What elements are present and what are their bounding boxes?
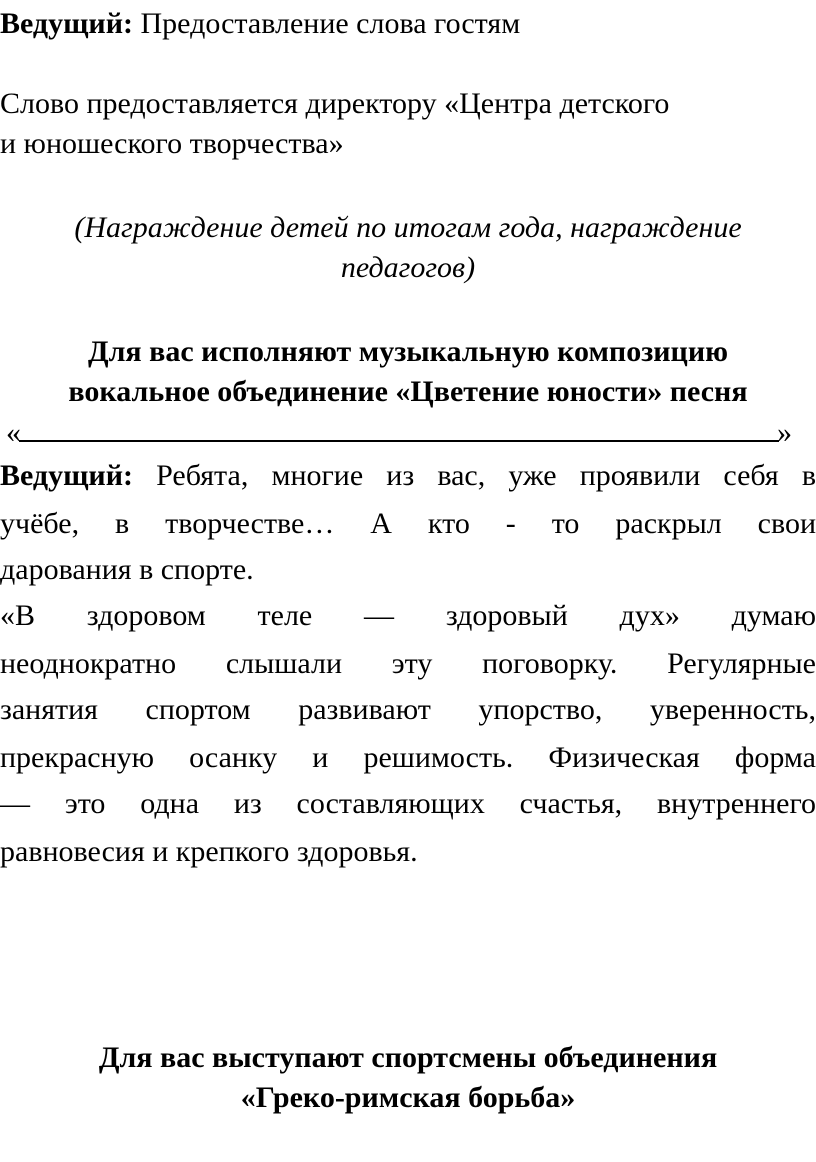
host-speech-line-1-text: Ребята, многие из вас, уже проявили себя в [133, 459, 816, 492]
host-speech-line-1 [0, 458, 816, 494]
song-title-blank-line [0, 414, 816, 451]
host-speech-line-5: неоднократно слышали эту поговорку. Регулярные [0, 647, 816, 680]
host-speech-line-9: равновесия и крепкого здоровья. [0, 835, 418, 868]
close-quote: » [777, 416, 792, 449]
song-title-blank [19, 414, 779, 442]
music-announcement-line-1: Для вас исполняют музыкальную композицию [87, 335, 729, 368]
host-speech-line-8: — это одна из составляющих счастья, внутреннего [0, 787, 816, 820]
host-heading-line [0, 6, 816, 42]
award-note-line-2: педагогов) [340, 251, 476, 284]
sport-announcement-line-1: Для вас выступают спортсмены объединения [98, 1041, 718, 1074]
host-speech-label: Ведущий: [0, 459, 133, 492]
award-note-line-1: (Награждение детей по итогам года, награждение [74, 211, 742, 244]
music-announcement-line-2: вокальное объединение «Цветение юности» песня [68, 375, 748, 408]
sport-announcement-line-2: «Греко-римская борьба» [240, 1081, 576, 1114]
host-speech-line-2: учёбе, в творчестве… А кто - то раскрыл свои [0, 507, 816, 540]
host-speech-line-3: дарования в спорте. [0, 553, 254, 586]
host-heading-text: Предоставление слова гостям [133, 7, 521, 40]
host-speech-line-4: «В здоровом теле — здоровый дух» думаю [0, 599, 816, 632]
host-label: Ведущий: [0, 7, 133, 40]
host-speech-line-7: прекрасную осанку и решимость. Физическая форма [0, 741, 816, 774]
intro-line-1: Слово предоставляется директору «Центра детского [0, 87, 670, 120]
open-quote: « [6, 416, 21, 449]
intro-line-2: и юношеского творчества» [0, 127, 344, 160]
host-speech-line-6: занятия спортом развивают упорство, уверенность, [0, 693, 816, 726]
